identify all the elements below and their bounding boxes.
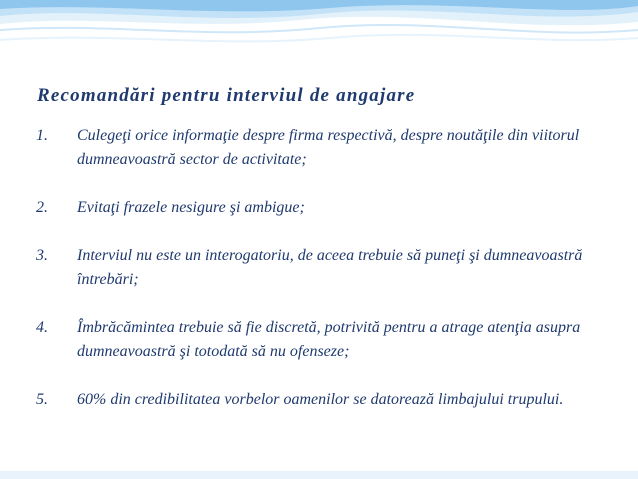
item-text: Evitaţi frazele nesigure şi ambigue; <box>77 199 305 216</box>
recommendation-list <box>36 124 626 436</box>
bottom-decorative-band <box>0 471 638 479</box>
item-number: 2. <box>36 199 48 216</box>
item-number: 4. <box>36 319 48 336</box>
item-text: Îmbrăcămintea trebuie să fie discretă, potrivită pentru a atrage atenţia asupra dumneavoastră şi totodată să nu ofenseze; <box>77 319 581 360</box>
item-text: Interviul nu este un interogatoriu, de aceea trebuie să puneţi şi dumneavoastră întrebări; <box>77 247 583 288</box>
item-number: 5. <box>36 391 48 408</box>
list-item <box>36 388 626 412</box>
list-item <box>36 316 626 364</box>
slide-title: Recomandări pentru interviul de angajare <box>37 85 416 106</box>
list-item <box>36 196 626 220</box>
list-item <box>36 124 626 172</box>
item-text: Culegeţi orice informaţie despre firma respectivă, despre noutăţile din viitorul dumneavoastră sector de activitate; <box>77 127 580 168</box>
item-number: 1. <box>36 127 48 144</box>
list-item <box>36 244 626 292</box>
item-number: 3. <box>36 247 48 264</box>
decorative-wave-band <box>0 0 638 56</box>
item-text: 60% din credibilitatea vorbelor oamenilor se datorează limbajului trupului. <box>77 391 564 408</box>
